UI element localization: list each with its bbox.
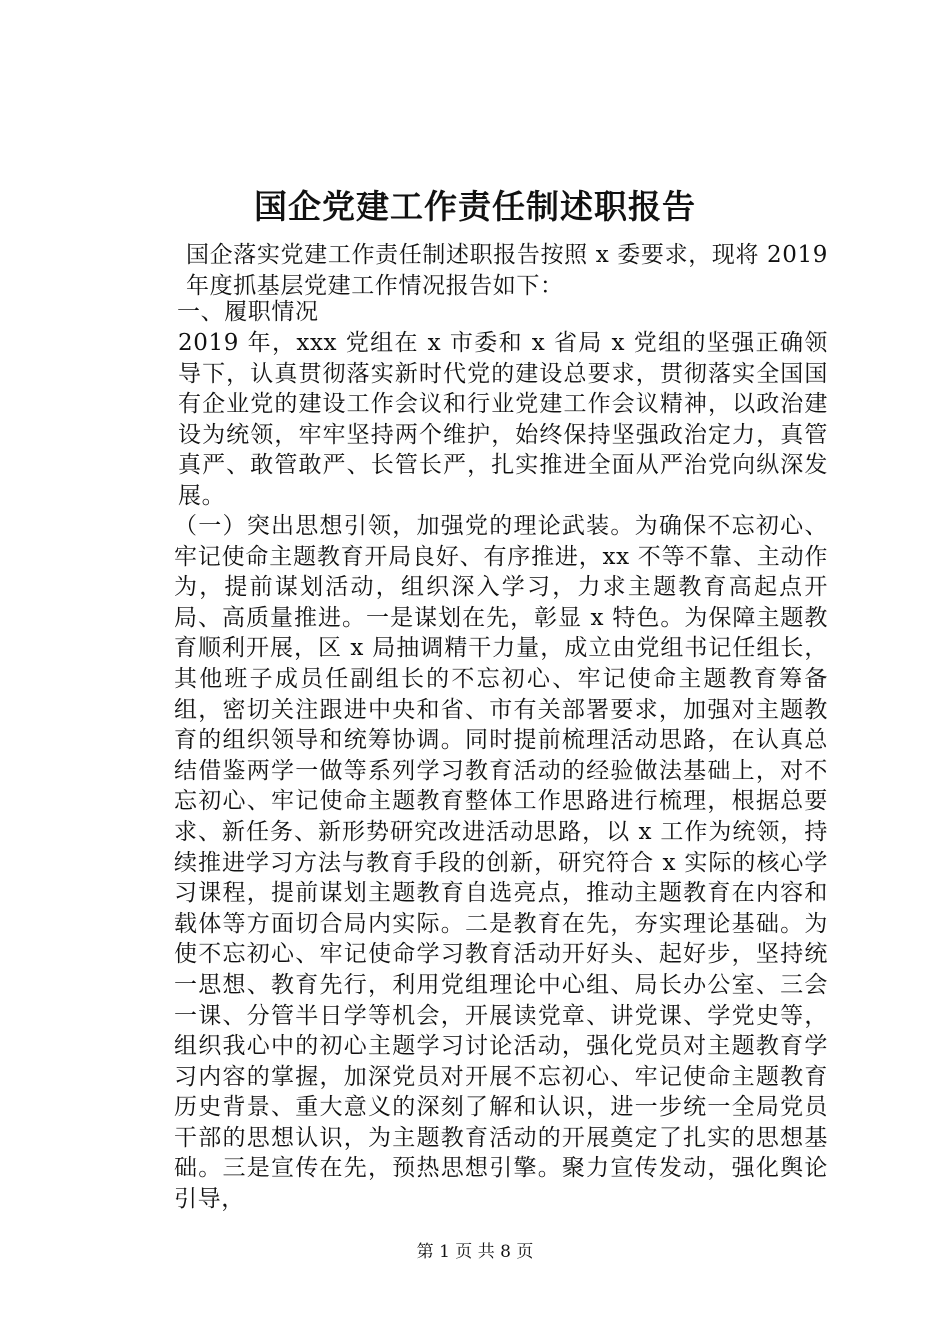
page-footer: 第 1 页 共 8 页 [416, 1242, 534, 1262]
paragraph-2-text: 2019 年，xxx 党组在 x 市委和 x 省局 x 党组的坚强正确领导下，认真贯彻落实新时代党的建设总要求，贯彻落实全国国有企业党的建设工作会议和行业党建工作会议精神，以政治建设为统领，牢牢坚持两个维护，始终保持坚强政治定力，真管真严、敢管敢严、长管长严，扎实推进全面从严治党向纵深发展。 [178, 330, 828, 509]
intro-text: 国企落实党建工作责任制述职报告按照 x 委要求，现将 2019 年度抓基层党建工作情况报告如下： [186, 242, 828, 299]
paragraph-3 [128, 511, 828, 1215]
paragraph-2 [128, 328, 828, 512]
intro-paragraph [128, 240, 828, 301]
section-heading: 一、履职情况 [177, 299, 319, 325]
document-title: 国企党建工作责任制述职报告 [254, 187, 696, 226]
paragraph-3-text: （一）突出思想引领，加强党的理论武装。为确保不忘初心、牢记使命主题教育开局良好、有序推进，xx 不等不靠、主动作为，提前谋划活动，组织深入学习，力求主题教育高起点开局、高质量推进。一是谋划在先，彰显 x 特色。为保障主题教育顺利开展，区 x 局抽调精干力量，成立由党组书记任组长，其他班子成员任副组长的不忘初心、牢记使命主题教育筹备组，密切关注跟进中央和省、市有关部署要求，加强对主题教育的组织领导和统筹协调。同时提前梳理活动思路，在认真总结借鉴两学一做等系列学习教育活动的经验做法基础上，对不忘初心、牢记使命主题教育整体工作思路进行梳理，根据总要求、新任务、新形势研究改进活动思路，以 x 工作为统领，持续推进学习方法与教育手段的创新，研究符合 x 实际的核心学习课程，提前谋划主题教育自选亮点，推动主题教育在内容和载体等方面切合局内实际。二是教育在先，夯实理论基础。为使不忘初心、牢记使命学习教育活动开好头、起好步，坚持统一思想、教育先行，利用党组理论中心组、局长办公室、三会一课、分管半日学等机会，开展读党章、讲党课、学党史等，组织我心中的初心主题学习讨论活动，强化党员对主题教育学习内容的掌握，加深党员对开展不忘初心、牢记使命主题教育历史背景、重大意义的深刻了解和认识，进一步统一全局党员干部的思想认识，为主题教育活动的开展奠定了扎实的思想基础。三是宣传在先，预热思想引擎。聚力宣传发动，强化舆论引导， [174, 513, 828, 1213]
